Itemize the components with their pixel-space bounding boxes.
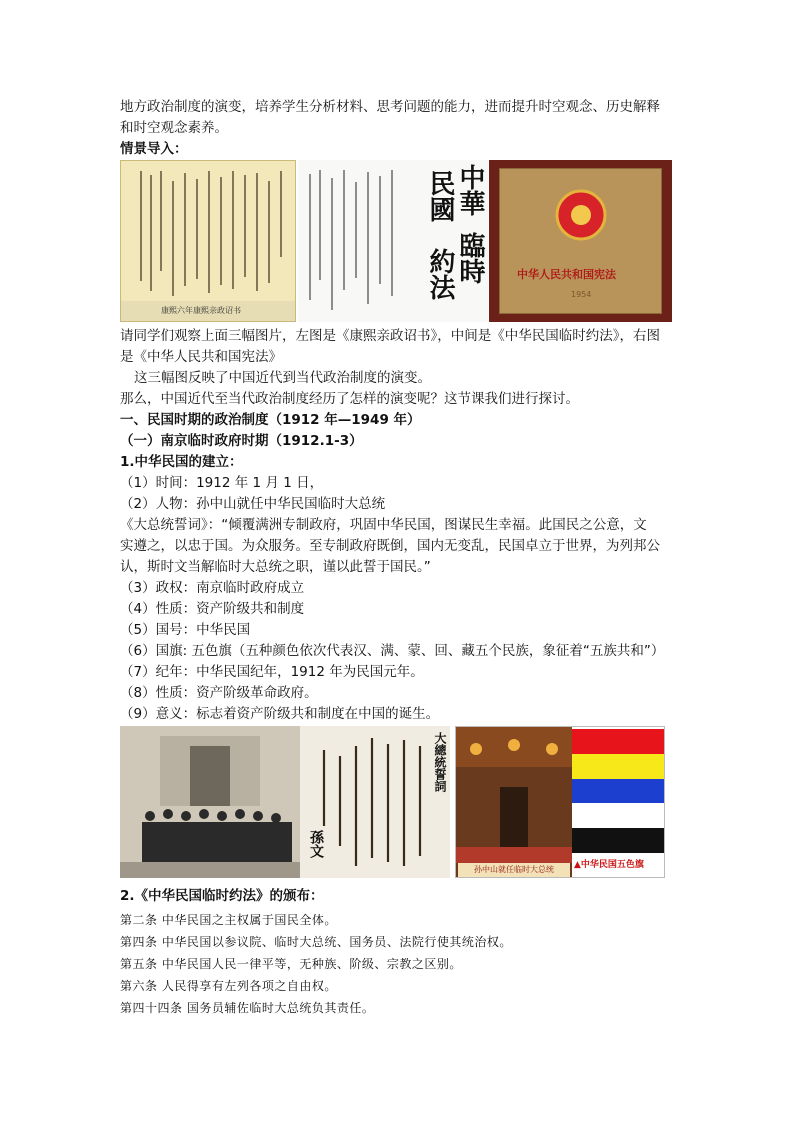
title-col-zhonghua: 中華 bbox=[455, 164, 485, 216]
observe-line-1: 请同学们观察上面三幅图片，左图是《康熙亲政诏书》，中间是《中华民国临时约法》，右图 bbox=[120, 328, 660, 344]
meaning-line: （9）意义：标志着资产阶级共和制度在中国的诞生。 bbox=[120, 706, 440, 722]
intro-heading: 情景导入： bbox=[120, 141, 188, 157]
kangxi-edict-image bbox=[120, 160, 296, 322]
edict-caption: 康熙六年康熙亲政诏书 bbox=[161, 306, 241, 315]
book-year: 1954 bbox=[571, 290, 592, 299]
title-col-linshi: 臨時 bbox=[455, 232, 485, 284]
observe-line-2: 是《中华人民共和国宪法》 bbox=[120, 349, 282, 365]
observe-line-4: 那么，中国近代至当代政治制度经历了怎样的演变呢？这节课我们进行探讨。 bbox=[120, 391, 579, 407]
oath-line-2: 实遵之，以忠于国。为众服务。至专制政府既倒，国内无变乱，民国卓立于世界，为列邦公 bbox=[120, 538, 660, 554]
founding-time: （1）时间：1912 年 1 月 1 日， bbox=[120, 475, 324, 491]
inauguration-painting bbox=[456, 727, 572, 877]
group-photo bbox=[120, 726, 300, 878]
five-color-flag bbox=[572, 729, 664, 853]
constitution-text-lines bbox=[298, 160, 408, 322]
flag-stripe-black bbox=[572, 828, 664, 853]
flag-stripe-white bbox=[572, 803, 664, 828]
government-nature-line: （8）性质：资产阶级革命政府。 bbox=[120, 685, 318, 701]
inauguration-scene bbox=[456, 727, 572, 877]
section1-subtitle: （一）南京临时政府时期（1912.1-3） bbox=[120, 433, 363, 449]
article-6: 第六条 人民得享有左列各项之自由权。 bbox=[120, 979, 337, 993]
oath-line-3: 认，斯时文当解临时大总统之职，谨以此誓于国民。” bbox=[120, 559, 431, 575]
provisional-constitution-image bbox=[298, 160, 488, 322]
country-name-line: （5）国号：中华民国 bbox=[120, 622, 251, 638]
inauguration-caption: 孙中山就任临时大总统 bbox=[458, 863, 570, 877]
oath-signature: 孫文 bbox=[308, 830, 324, 858]
section2-title: 2.《中华民国临时约法》的颁布： bbox=[120, 888, 324, 904]
flag-stripe-yellow bbox=[572, 754, 664, 779]
article-2: 第二条 中华民国之主权属于国民全体。 bbox=[120, 913, 337, 927]
flag-stripe-red bbox=[572, 729, 664, 754]
flag-line: （6）国旗: 五色旗（五种颜色依次代表汉、满、蒙、回、藏五个民族，象征着“五族共和”） bbox=[120, 643, 665, 659]
regime-line: （3）政权：南京临时政府成立 bbox=[120, 580, 305, 596]
oath-and-group-photo-image bbox=[120, 726, 450, 878]
oath-manuscript bbox=[300, 726, 450, 878]
intro-line-2: 和时空观念素养。 bbox=[120, 120, 228, 136]
flag-stripe-blue bbox=[572, 779, 664, 804]
article-5: 第五条 中华民国人民一律平等，无种族、阶级、宗教之区别。 bbox=[120, 957, 462, 971]
title-col-yuefa: 約法 bbox=[425, 248, 455, 300]
section1-title: 一、民国时期的政治制度（1912 年—1949 年） bbox=[120, 412, 421, 428]
intro-line-1: 地方政治制度的演变，培养学生分析材料、思考问题的能力，进而提升时空观念、历史解释 bbox=[120, 99, 660, 115]
edict-text-lines bbox=[121, 161, 296, 322]
inauguration-and-flag-image bbox=[455, 726, 665, 878]
flag-caption: ▲中华民国五色旗 bbox=[574, 860, 644, 870]
nature-line: （4）性质：资产阶级共和制度 bbox=[120, 601, 305, 617]
observe-line-3: 这三幅图反映了中国近代到当代政治制度的演变。 bbox=[134, 370, 431, 386]
article-44: 第四十四条 国务员辅佐临时大总统负其责任。 bbox=[120, 1001, 375, 1015]
era-line: （7）纪年：中华民国纪年，1912 年为民国元年。 bbox=[120, 664, 424, 680]
founding-person: （2）人物：孙中山就任中华民国临时大总统 bbox=[120, 496, 386, 512]
title-col-minguo: 民國 bbox=[425, 170, 455, 222]
book-title: 中华人民共和国宪法 bbox=[517, 268, 616, 281]
item1-title: 1.中华民国的建立： bbox=[120, 454, 243, 470]
prc-constitution-book-image bbox=[489, 160, 672, 322]
article-4: 第四条 中华民国以参议院、临时大总统、国务员、法院行使其统治权。 bbox=[120, 935, 512, 949]
oath-line-1: 《大总统誓词》：“倾覆满洲专制政府，巩固中华民国，图谋民生幸福。此国民之公意，文 bbox=[120, 517, 647, 533]
oath-title: 大總統誓詞 bbox=[433, 732, 447, 792]
